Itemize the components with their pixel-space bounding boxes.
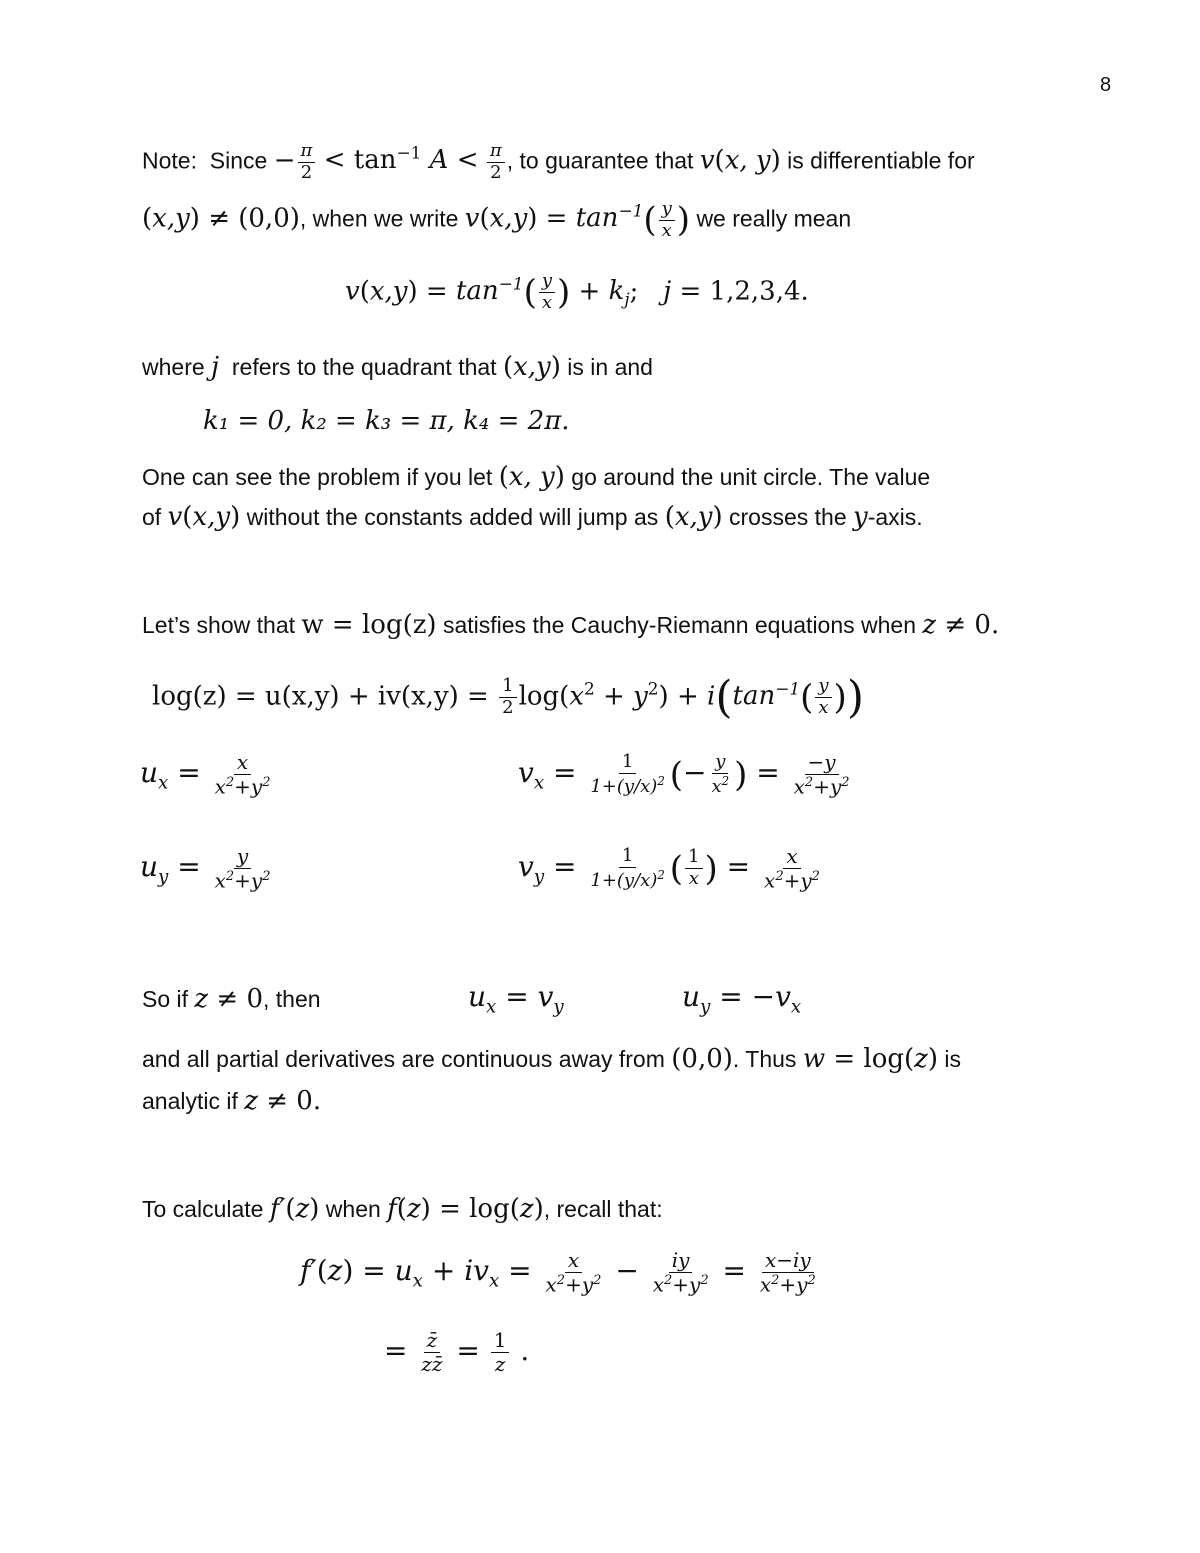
continuous-text-c: is [944,1046,962,1072]
vx-equation: $v_x$ = $\frac{1}{1+(y/x)^2}$ (− $\frac{y}{x^2}$ ) = $\frac{-y}{x^2+y^2}$ [518,750,850,799]
cr-intro-b: satisfies the Cauchy-Riemann equations when [442,612,917,638]
note-when-write: , when we write [299,205,459,232]
cr-result-2: $u_y = -v_x$ [682,980,802,1018]
unit-circle-line-1: One can see the problem if you let (x, y) go around the unit circle. The value [142,462,931,492]
page-number: 8 [1100,74,1112,96]
cr-result-1: $u_x = v_y$ [468,980,564,1018]
derivative-text-c: , recall that: [543,1196,663,1222]
unit-circle-text-a: One can see the problem if you let [142,464,493,490]
derivative-equation-2: = $\frac{z̄}{zz̄}$ = $\frac{1}{z}$ . [384,1328,530,1376]
unit-circle-text-d: without the constants added will jump as [246,504,659,530]
continuous-text-b: . Thus [732,1046,797,1072]
is-in-and: is in and [567,354,653,380]
derivative-line: To calculate f′(z) when f(z) = log(z), recall that: [142,1194,663,1224]
unit-circle-text-b: go around the unit circle. The value [571,464,931,490]
note-label: Note: [142,147,197,174]
continuous-line-2: analytic if z ≠ 0. [142,1086,322,1116]
note-differentiable: is differentiable for [787,147,975,174]
unit-circle-text-c: of [142,504,162,530]
where-text: where [142,354,205,380]
note-since: Since [209,147,268,174]
quadrant-text: refers to the quadrant that [231,354,497,380]
continuous-text-d: analytic if [142,1088,238,1114]
so-if-text: So if [142,986,189,1012]
log-equation: log(z) = u(x,y) + iv(x,y) = $\frac{1}{2}$ $\log(x^2 + y^2) + i(\tan^{-1}$( $\frac{y}{x}$ )) [152,672,864,723]
derivative-text-b: when [325,1196,381,1222]
note-line-1: Note: Since − $\frac{\pi}{2}$ < $\tan^{-1} A$ < $\frac{\pi}{2}$ , to guarantee that v(x, y) is differentiable for [142,140,975,183]
unit-circle-text-e: crosses the [729,504,847,530]
uy-equation: $u_y$ = $\frac{y}{x^2+y^2}$ [140,844,271,893]
continuous-text-a: and all partial derivatives are continuous away from [142,1046,665,1072]
cr-intro: Let’s show that w = log(z) satisfies the Cauchy-Riemann equations when z ≠ 0. [142,610,1000,640]
where-line: where j refers to the quadrant that (x,y) is in and [142,352,653,382]
note-really-mean: we really mean [696,205,852,232]
note-guarantee: , to guarantee that [506,147,694,174]
continuous-line-1: and all partial derivatives are continuous away from (0,0). Thus w = log(z) is [142,1044,962,1074]
ux-equation: $u_x$ = $\frac{x}{x^2+y^2}$ [140,750,271,799]
note-line-2: (x,y) ≠ (0,0), when we write $v(x,y) = \tan^{-1}$( $\frac{y}{x}$ ) we really mean [142,198,852,241]
so-if-line: So if z ≠ 0, then [142,984,321,1014]
derivative-text-a: To calculate [142,1196,264,1222]
quadrant-equation: $v(x,y) = \tan^{-1}$( $\frac{y}{x}$ ) + $k_j$; j = 1,2,3,4. [345,270,809,313]
vy-equation: $v_y$ = $\frac{1}{1+(y/x)^2}$ ( $\frac{1}{x}$ ) = $\frac{x}{x^2+y^2}$ [518,844,820,893]
unit-circle-line-2: of v(x,y) without the constants added will jump as (x,y) crosses the y-axis. [142,502,923,532]
cr-intro-a: Let’s show that [142,612,296,638]
so-if-then: , then [262,986,321,1012]
constants-line: k₁ = 0, k₂ = k₃ = π, k₄ = 2π. [203,406,570,436]
derivative-equation-1: $f'(z) = u_x + iv_x$ = $\frac{x}{x^2+y^2}$ − $\frac{iy}{x^2+y^2}$ = $\frac{x-iy}{x^2+y^2}$ [300,1248,816,1297]
unit-circle-text-f: -axis. [867,504,923,530]
